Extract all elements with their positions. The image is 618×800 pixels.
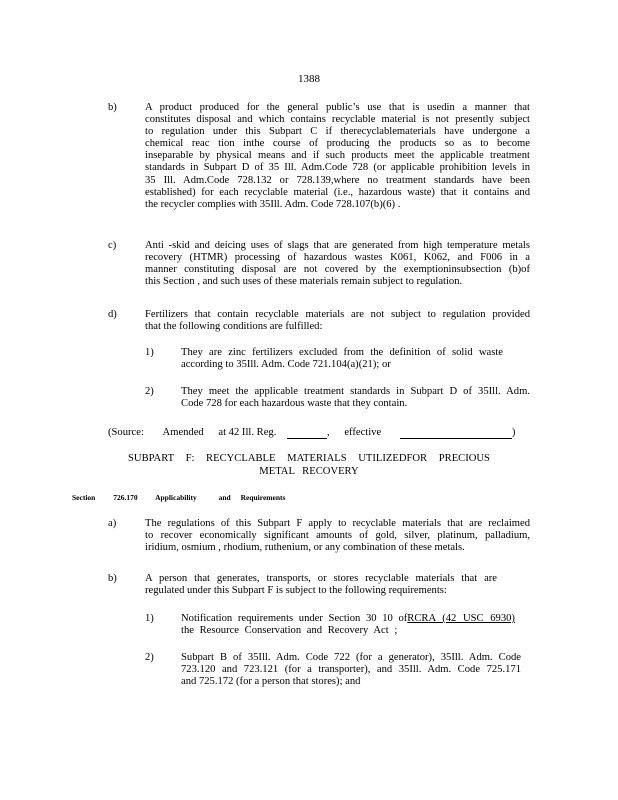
subpart-heading [0, 453, 618, 478]
subitem-label: 1) [145, 613, 154, 624]
text-line: and 725.172 (for a person that stores); and [181, 676, 361, 688]
subitem-label: 2) [145, 652, 154, 663]
paragraph-b [145, 102, 530, 211]
section-heading [72, 493, 301, 503]
subparagraph-d2 [181, 386, 530, 410]
source-amended: Amended [162, 427, 204, 438]
subpart-heading-line1: SUBPART F: RECYCLABLE MATERIALS UTILIZEDFOR PRECIOUS [128, 453, 490, 464]
source-close: ) [511, 427, 516, 438]
text-line: Fertilizers that contain recyclable materials are not subject to regulation provided [145, 309, 530, 320]
item-label: c) [108, 240, 117, 251]
text-segment: Notification requirements under Section 30 10 of [181, 613, 408, 624]
text-line: A person that generates, transports, or stores recyclable materials that are [145, 573, 497, 584]
paragraph-c [145, 240, 530, 288]
subitem-label: 2) [145, 386, 154, 397]
text-line: 723.120 and 723.121 (for a transporter), and 35Ill. Adm. Code 725.171 [181, 664, 521, 676]
subpart-heading-line2: METAL RECOVERY [259, 465, 359, 477]
text-line: according to 35Ill. Adm. Code 721.104(a)(21); or [181, 359, 391, 371]
text-line: Subpart B of 35Ill. Adm. Code 722 (for a generator), 35Ill. Adm. Code [181, 652, 521, 663]
section-word: Section [72, 493, 96, 502]
text-line: The regulations of this Subpart F apply to recyclable materials that are reclaimed [145, 518, 530, 529]
text-line: They are zinc fertilizers excluded from the definition of solid waste [181, 347, 503, 358]
item-label: b) [108, 102, 117, 113]
text-line: manner constituting disposal are not covered by the exemptioninsubsection (b)of [145, 264, 530, 276]
source-note [108, 427, 515, 439]
section-number: 726.170 [113, 493, 138, 502]
blank-line [400, 428, 512, 439]
text-line: to regulation under this Subpart C if therecyclablematerials have undergone a [145, 126, 530, 138]
text-line: the recycler complies with 35Ill. Adm. Code 728.107(b)(6) . [145, 198, 401, 210]
item-label: a) [108, 518, 117, 529]
rcra-citation-link[interactable]: RCRA (42 USC 6930) [407, 613, 515, 624]
text-line: chemical reac tion inthe course of producing the products so as to become [145, 138, 530, 150]
text-line: They meet the applicable treatment standards in Subpart D of 35Ill. Adm. [181, 386, 530, 397]
text-line: standards in Subpart D of 35 Ill. Adm.Code 728 (or applicable prohibition levels in [145, 162, 530, 174]
text-line: that the following conditions are fulfilled: [145, 321, 323, 333]
text-line: inseparable by physical means and if such products meet the applicable treatment [145, 150, 530, 162]
source-comma: , [327, 427, 330, 438]
section-paragraph-a [145, 518, 530, 554]
text-line: Anti -skid and deicing uses of slags that are generated from high temperature metals [145, 240, 530, 251]
text-line: to recover economically significant amounts of gold, silver, platinum, palladium, [145, 530, 530, 542]
paragraph-d [145, 309, 530, 333]
text-line: 35 Ill. Adm.Code 728.132 or 728.139,where no treatment standards have been [145, 174, 530, 186]
item-label: d) [108, 309, 117, 320]
source-open: (Source: [108, 427, 144, 438]
text-line: Code 728 for each hazardous waste that they contain. [181, 398, 408, 410]
section-subparagraph-b1 [181, 613, 541, 637]
section-title-word: Requirements [240, 493, 286, 502]
text-line: iridium, osmium , rhodium, ruthenium, or any combination of these metals. [145, 542, 465, 554]
text-line: the Resource Conservation and Recovery Act ; [181, 625, 398, 637]
page-number: 1388 [298, 73, 320, 85]
source-effective: effective [344, 427, 382, 438]
text-line: established) for each recyclable material (i.e., hazardous waste) that it contains and [145, 186, 530, 198]
subitem-label: 1) [145, 347, 154, 358]
text-line: regulated under this Subpart F is subject to the following requirements: [145, 585, 447, 597]
text-line: constitutes disposal and which contains recyclable material is not presently subject [145, 114, 530, 126]
section-subparagraph-b2 [181, 652, 521, 688]
section-title-word: Applicability [155, 493, 197, 502]
item-label: b) [108, 573, 117, 584]
text-line: recovery (HTMR) processing of hazardous wastes K061, K062, and F006 in a [145, 252, 530, 264]
text-line: this Section , and such uses of these materials remain subject to regulation. [145, 276, 463, 288]
section-title-word: and [218, 493, 231, 502]
section-paragraph-b [145, 573, 497, 597]
subparagraph-d1 [181, 347, 503, 371]
text-line: A product produced for the general public’s use that is usedin a manner that [145, 102, 530, 113]
text-line [181, 613, 541, 625]
source-at: at 42 Ill. Reg. [218, 427, 277, 438]
blank-line [287, 428, 327, 439]
